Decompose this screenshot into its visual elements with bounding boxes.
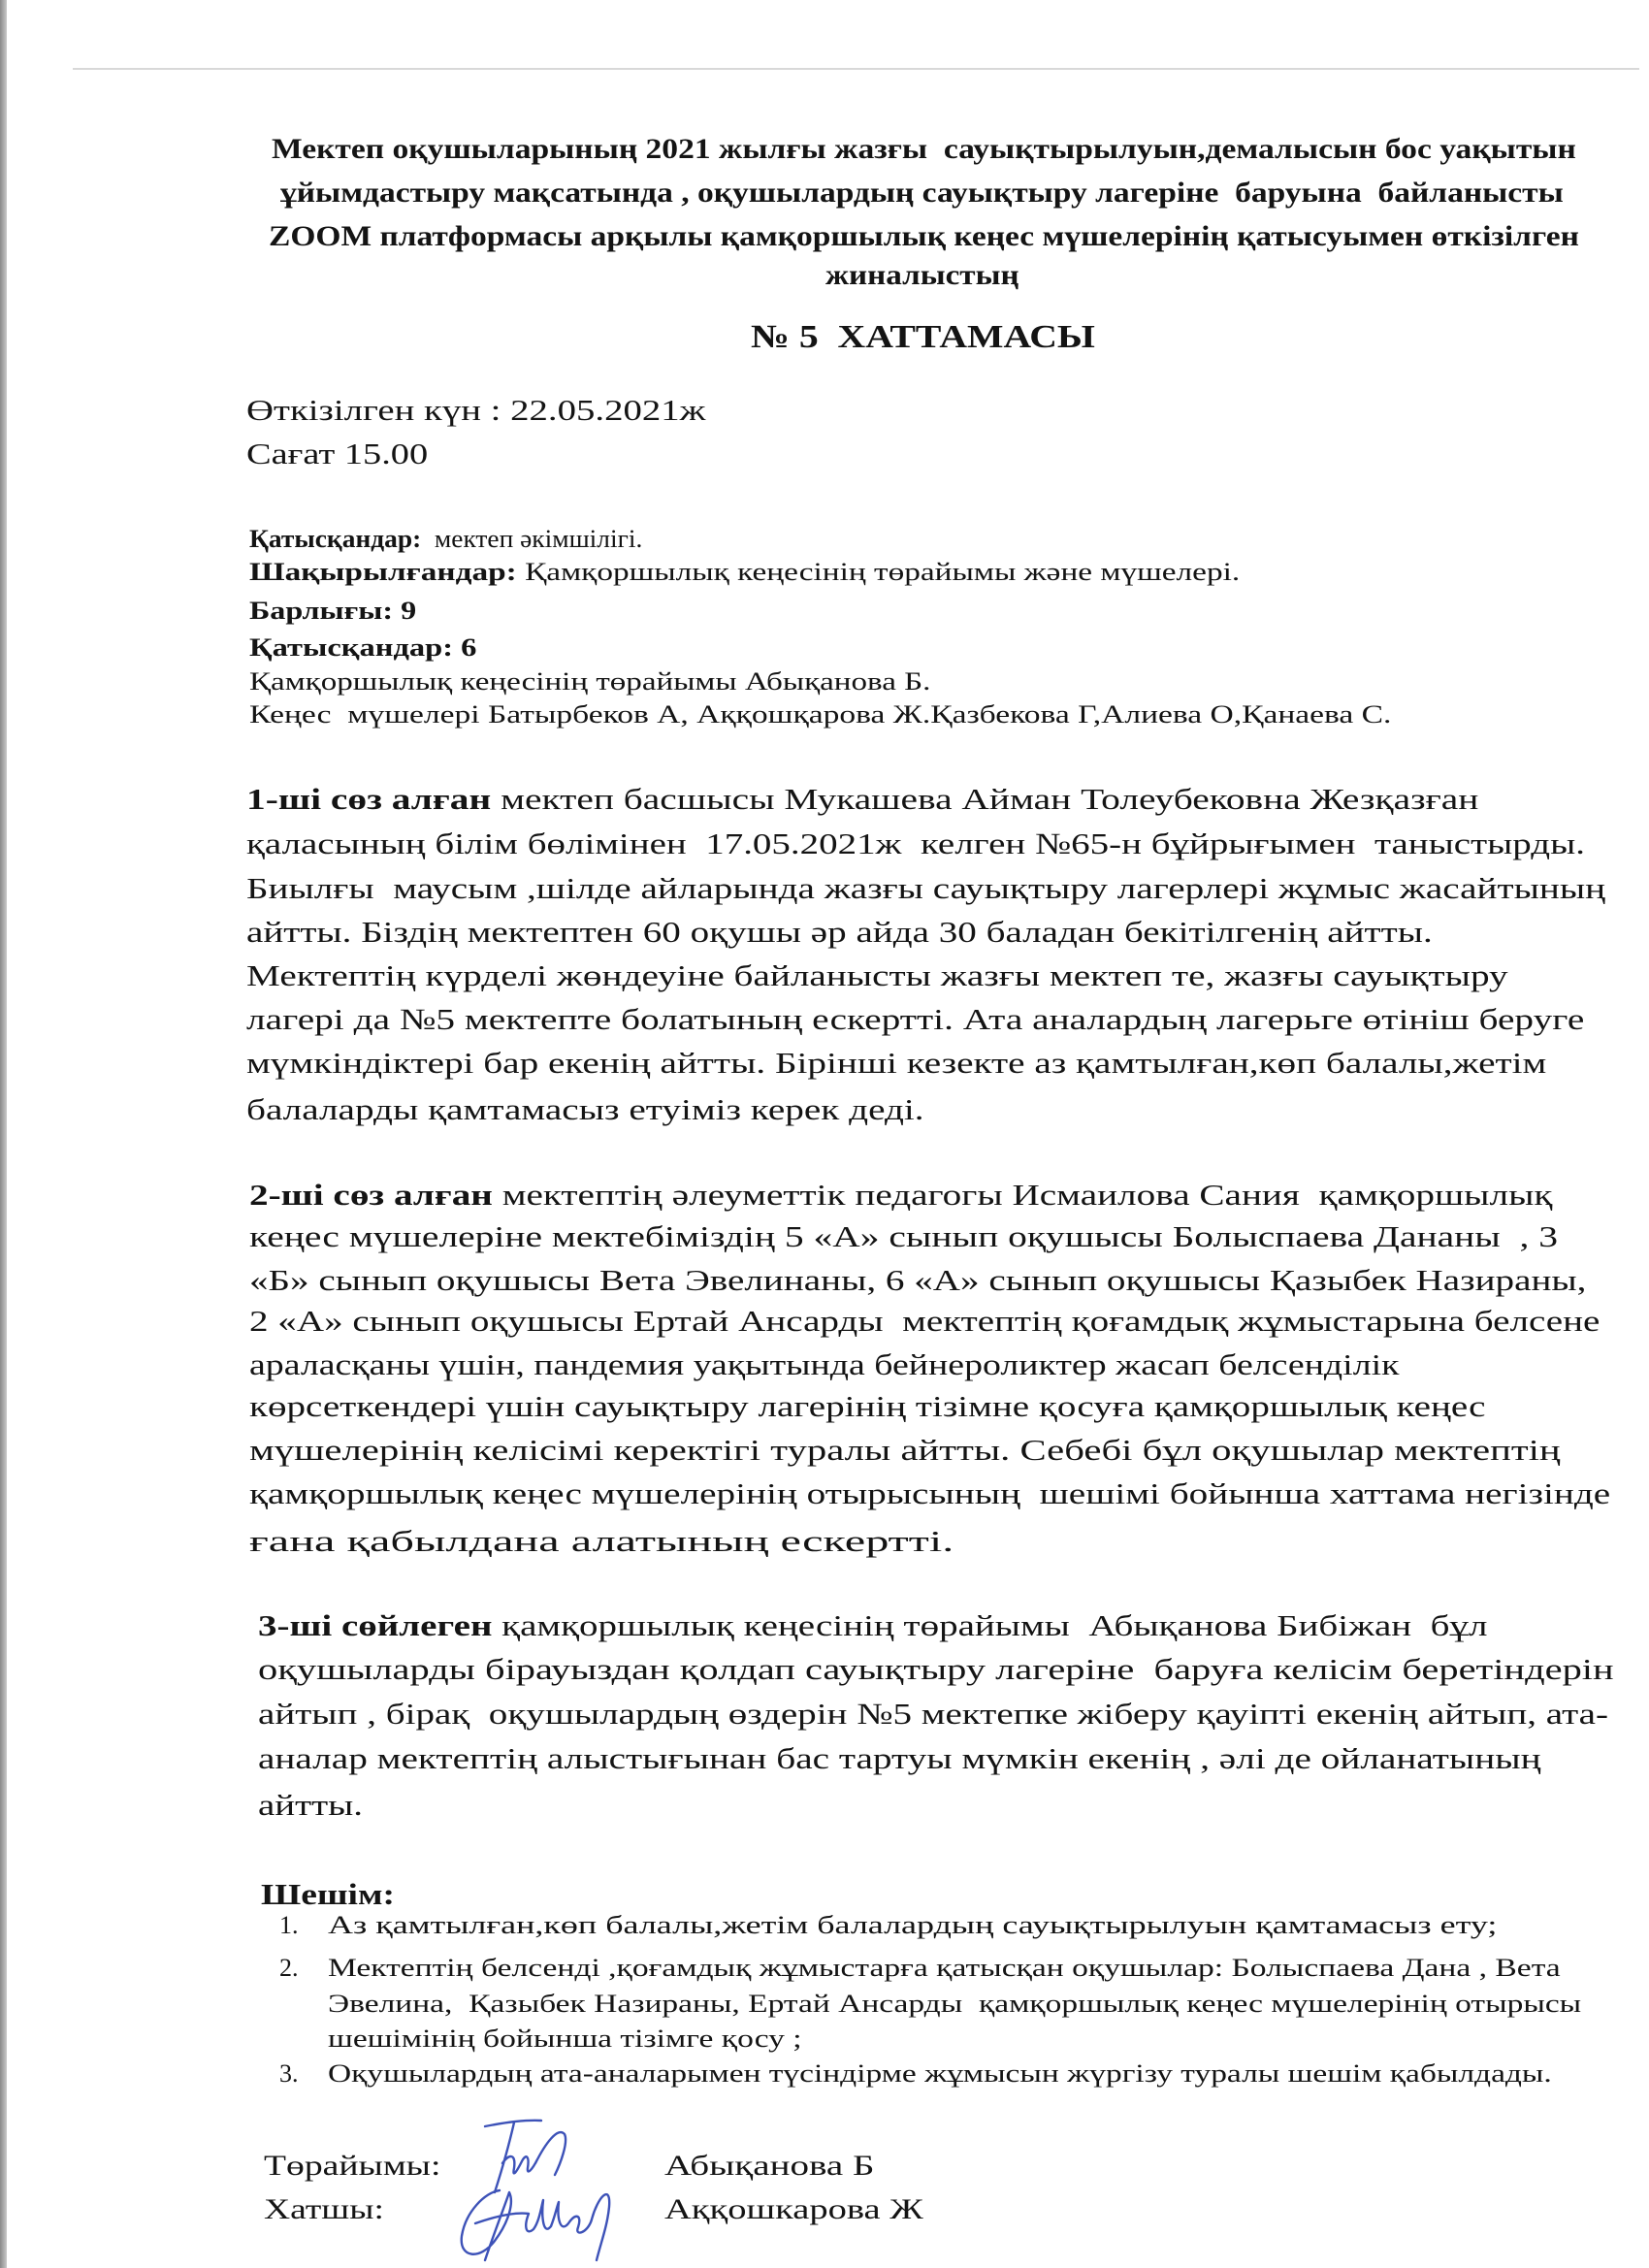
meeting-time-text: Сағат 15.00 bbox=[246, 437, 429, 470]
paragraph-line bbox=[246, 869, 1606, 908]
paragraph-line bbox=[249, 1302, 1600, 1341]
paragraph-line bbox=[246, 1044, 1547, 1083]
paragraph-line bbox=[249, 1345, 1400, 1384]
decision-item-number: 1. bbox=[279, 1911, 299, 1939]
paragraph-text: мүмкіндіктері бар екенің айтты. Бірінші кезекте аз қамтылған,көп балалы,жетім bbox=[246, 1046, 1547, 1080]
paragraph-line bbox=[258, 1650, 1614, 1689]
paragraph-text: кеңес мүшелеріне мектебіміздің 5 «А» сынып оқушысы Болыспаева Дананы , 3 bbox=[249, 1219, 1559, 1253]
decision-heading-text: Шешім: bbox=[261, 1877, 396, 1911]
paragraph-text: Мектептің күрделі жөндеуіне байланысты жазғы мектеп те, жазғы сауықтыру bbox=[246, 958, 1508, 992]
decision-item-line bbox=[328, 2020, 802, 2058]
title-line bbox=[269, 217, 1579, 256]
decision-item-text: Оқушылардың ата-аналарымен түсіндірме жұмысын жүргізу туралы шешім қабылдады. bbox=[328, 2059, 1552, 2088]
paragraph-text: айтты. Біздің мектептен 60 оқушы әр айда 30 баладан бекітілгенің айтты. bbox=[246, 915, 1433, 949]
chair-signature bbox=[485, 2121, 566, 2192]
chair-line-text: Қамқоршылық кеңесінің төрайымы Абықанова Б. bbox=[249, 667, 931, 696]
paragraph-text: мектептің әлеуметтік педагогы Исмаилова Сания қамқоршылық bbox=[492, 1178, 1553, 1212]
meeting-time bbox=[246, 435, 429, 473]
paragraph-line bbox=[246, 1090, 924, 1129]
participants-value: мектеп әкімшілігі. bbox=[421, 525, 643, 553]
secretary-signature bbox=[462, 2190, 609, 2260]
decision-item-text: Мектептің белсенді ,қоғамдық жұмыстарға қатысқан оқушылар: Болыспаева Дана , Вета bbox=[328, 1954, 1561, 1982]
invited-line bbox=[249, 553, 1241, 592]
paragraph-line bbox=[258, 1739, 1541, 1778]
total-count-text: Барлығы: 9 bbox=[249, 597, 417, 625]
title-line bbox=[280, 174, 1564, 212]
paragraph-text: лагері да №5 мектепте болатының ескертті. Ата аналардың лагерьге өтініш беруге bbox=[246, 1002, 1585, 1036]
paragraph-text: қамқоршылық кеңесінің төрайымы Абықанова Бибіжан бұл bbox=[492, 1608, 1488, 1642]
paragraph-line bbox=[246, 825, 1585, 863]
decision-item-text: Аз қамтылған,көп балалы,жетім балалардың сауықтырылуын қамтамасыз ету; bbox=[328, 1911, 1498, 1939]
title-text: Мектеп оқушыларының 2021 жылғы жазғы сауықтырылуын,демалысын бос уақытын bbox=[272, 133, 1576, 165]
invited-label: Шақырылғандар: bbox=[249, 558, 517, 586]
participants-label: Қатысқандар: bbox=[249, 525, 422, 553]
decision-item-line bbox=[328, 1985, 1582, 2024]
meeting-date-text: Өткізілген күн : 22.05.2021ж bbox=[246, 393, 706, 427]
members-line bbox=[249, 696, 1392, 734]
paragraph-text: ғана қабылдана алатының ескертті. bbox=[249, 1524, 954, 1558]
paragraph-text: көрсеткендері үшін сауықтыру лагерінің тізімне қосуға қамқоршылық кеңес bbox=[249, 1389, 1486, 1423]
paragraph-text: айтып , бірақ оқушылардың өздерін №5 мектепке жіберу қауіпті екенің айтып, ата- bbox=[258, 1697, 1608, 1731]
total-count bbox=[249, 592, 417, 631]
title-text: ұйымдастыру мақсатында , оқушылардың сауықтыру лагеріне баруына байланысты bbox=[280, 177, 1564, 209]
decision-item-text: Эвелина, Қазыбек Назираны, Ертай Ансарды қамқоршылық кеңес мүшелерінің отырысы bbox=[328, 1990, 1582, 2018]
chair-label-text: Төрайымы: bbox=[264, 2150, 441, 2182]
paragraph-text: Биылғы маусым ,шілде айларында жазғы сауықтыру лагерлері жұмыс жасайтының bbox=[246, 871, 1606, 905]
decision-item-line bbox=[328, 1906, 1498, 1945]
decision-item-text: шешімінің бойынша тізімге қосу ; bbox=[328, 2025, 802, 2053]
paragraph-line bbox=[249, 1474, 1611, 1513]
present-count-text: Қатысқандар: 6 bbox=[249, 633, 477, 662]
paragraph-line bbox=[249, 1522, 954, 1561]
paragraph-line bbox=[258, 1786, 364, 1825]
paragraph-line bbox=[246, 780, 1479, 819]
scan-top-line bbox=[73, 68, 1639, 70]
chair-signature-name bbox=[664, 2147, 875, 2186]
speaker-lead: 2-ші сөз алған bbox=[249, 1178, 493, 1212]
secretary-label-text: Хатшы: bbox=[264, 2193, 384, 2225]
protocol-heading bbox=[751, 318, 1095, 357]
paragraph-text: балаларды қамтамасыз етуіміз керек деді. bbox=[246, 1092, 924, 1126]
paragraph-text: оқушыларды бірауыздан қолдап сауықтыру лагеріне баруға келісім беретіндерін bbox=[258, 1652, 1614, 1686]
paragraph-text: айтты. bbox=[258, 1788, 364, 1822]
secretary-signature-label bbox=[264, 2190, 384, 2229]
paragraph-text: мектеп басшысы Мукашева Айман Толеубековна Жезқазған bbox=[491, 782, 1479, 816]
paragraph-text: араласқаны үшін, пандемия уақытында бейнероликтер жасап белсенділік bbox=[249, 1347, 1400, 1381]
handwritten-signatures bbox=[456, 2115, 650, 2268]
protocol-heading-text: № 5 ХАТТАМАСЫ bbox=[751, 319, 1095, 355]
scan-edge bbox=[0, 0, 7, 2268]
paragraph-text: 2 «А» сынып оқушысы Ертай Ансарды мектептің қоғамдық жұмыстарына белсене bbox=[249, 1304, 1600, 1338]
paragraph-line bbox=[246, 956, 1508, 995]
paragraph-line bbox=[249, 1431, 1561, 1470]
paragraph-text: қамқоршылық кеңес мүшелерінің отырысының шешімі бойынша хаттама негізінде bbox=[249, 1476, 1611, 1510]
chair-signature-label bbox=[264, 2147, 441, 2186]
chair-name-text: Абықанова Б bbox=[664, 2150, 875, 2182]
paragraph-line bbox=[249, 1387, 1486, 1426]
title-line bbox=[825, 256, 1019, 295]
invited-value: Қамқоршылық кеңесінің төрайымы және мүшелері. bbox=[516, 558, 1241, 586]
decision-item-line bbox=[328, 1949, 1561, 1988]
speaker-lead: 1-ші сөз алған bbox=[246, 782, 492, 816]
members-line-text: Кеңес мүшелері Батырбеков А, Аққошқарова Ж.Қазбекова Г,Алиева О,Қанаева С. bbox=[249, 700, 1392, 729]
paragraph-line bbox=[246, 1000, 1585, 1039]
paragraph-line bbox=[246, 913, 1433, 952]
paragraph-line bbox=[249, 1176, 1553, 1215]
meeting-date bbox=[246, 391, 706, 430]
paragraph-text: «Б» сынып оқушысы Вета Эвелинаны, 6 «А» сынып оқушысы Қазыбек Назираны, bbox=[249, 1263, 1587, 1297]
secretary-name-text: Аққошкарова Ж bbox=[664, 2193, 923, 2225]
paragraph-text: аналар мектептің алыстығынан бас тартуы мүмкін екенің , әлі де ойланатының bbox=[258, 1741, 1541, 1775]
speaker-lead: 3-ші сөйлеген bbox=[258, 1608, 493, 1642]
paragraph-text: қаласының білім бөлімінен 17.05.2021ж келген №65-н бұйрығымен таныстырды. bbox=[246, 826, 1585, 860]
paragraph-text: мүшелерінің келісімі керектігі туралы айтты. Себебі бұл оқушылар мектептің bbox=[249, 1433, 1561, 1467]
title-line bbox=[272, 130, 1576, 169]
secretary-signature-name bbox=[664, 2190, 923, 2229]
title-text: жиналыстың bbox=[825, 259, 1019, 291]
present-count bbox=[249, 629, 477, 667]
decision-item-line bbox=[328, 2055, 1552, 2093]
paragraph-line bbox=[258, 1606, 1488, 1645]
title-text: ZOOM платформасы арқылы қамқоршылық кеңес мүшелерінің қатысуымен өткізілген bbox=[269, 220, 1579, 252]
decision-item-number: 3. bbox=[279, 2059, 299, 2088]
paragraph-line bbox=[249, 1261, 1587, 1300]
paragraph-line bbox=[258, 1695, 1608, 1733]
decision-item-number: 2. bbox=[279, 1954, 299, 1982]
paragraph-line bbox=[249, 1217, 1559, 1256]
